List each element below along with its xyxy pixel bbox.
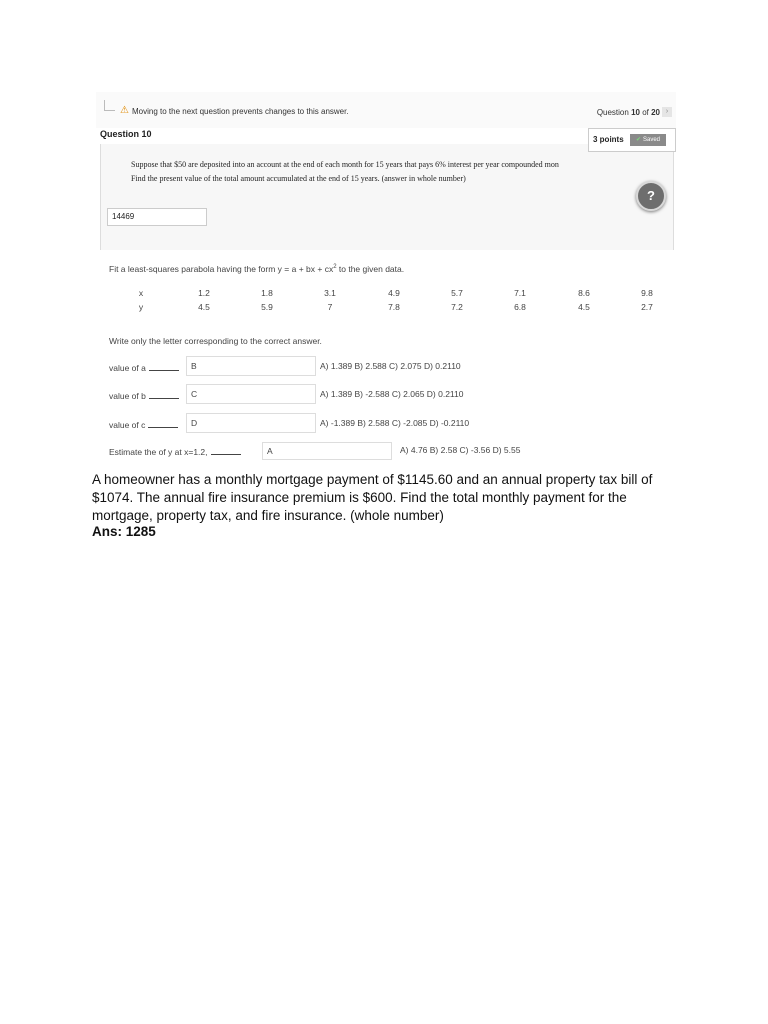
coef-a-input[interactable]: B: [186, 356, 316, 376]
y-value: 4.5: [578, 302, 590, 312]
coef-c-input[interactable]: D: [186, 413, 316, 433]
intro-superscript: 2: [333, 264, 337, 271]
question-counter: [597, 108, 660, 117]
y-value: 7.2: [451, 302, 463, 312]
coef-c-label: [109, 418, 178, 430]
points-box: [588, 128, 676, 152]
parabola-intro: [109, 264, 404, 274]
question-body: [100, 144, 674, 250]
x-label: x: [138, 288, 144, 298]
help-icon[interactable]: ?: [636, 181, 666, 211]
coef-c-choices: A) -1.389 B) 2.588 C) -2.085 D) -0.2110: [320, 418, 470, 428]
points-label: 3 points: [593, 135, 624, 144]
y-value: 6.8: [514, 302, 526, 312]
return-arrow-icon: [104, 100, 115, 111]
saved-badge: [630, 134, 666, 146]
answer-blank: [149, 389, 179, 399]
question-text-line2: Find the present value of the total amount accumulated at the end of 15 years. (answer in whole number): [131, 174, 466, 183]
y-value: 2.7: [641, 302, 653, 312]
coef-label-text: value of a: [109, 363, 146, 373]
x-value: 1.2: [198, 288, 210, 298]
check-icon: ✔: [635, 137, 641, 143]
x-value: 7.1: [514, 288, 526, 298]
coef-label-text: value of c: [109, 420, 146, 430]
coef-b-choices: A) 1.389 B) -2.588 C) 2.065 D) 0.2110: [320, 389, 464, 399]
y-value: 7: [327, 302, 333, 312]
mortgage-answer: Ans: 1285: [92, 524, 156, 539]
answer-blank: [149, 361, 179, 371]
warning-icon: ⚠: [120, 105, 129, 116]
answer-input[interactable]: 14469: [107, 208, 207, 226]
intro-text: Fit a least-squares parabola having the form y = a + bx + cx: [109, 264, 334, 274]
estimate-label-text: Estimate the of y at x=1.2,: [109, 447, 208, 457]
y-data-row: [109, 302, 669, 314]
next-question-arrow-icon[interactable]: ›: [662, 107, 672, 117]
coef-label-text: value of b: [109, 391, 146, 401]
question-title: Question 10: [100, 129, 152, 139]
question-panel: [96, 92, 676, 250]
coef-b-label: [109, 389, 179, 401]
saved-label: Saved: [643, 137, 661, 143]
counter-of: of: [639, 108, 652, 117]
x-value: 8.6: [578, 288, 590, 298]
question-text-clip: [101, 144, 639, 194]
warning-text: Moving to the next question prevents changes to this answer.: [132, 107, 349, 116]
coef-b-input[interactable]: C: [186, 384, 316, 404]
intro-text-end: to the given data.: [336, 264, 405, 274]
mortgage-question: A homeowner has a monthly mortgage payment of $1145.60 and an annual property tax bill of $1074. The annual fire insurance premium is $600. Find the total monthly payment for the mortgage, property tax, and fire insurance. (whole number): [92, 472, 653, 523]
answer-blank: [148, 418, 178, 428]
coef-a-label: [109, 361, 179, 373]
counter-total: 20: [651, 108, 660, 117]
estimate-input[interactable]: A: [262, 442, 392, 460]
estimate-label: [109, 445, 241, 457]
instruction-text: Write only the letter corresponding to the correct answer.: [109, 336, 322, 346]
counter-prefix: Question: [596, 108, 632, 117]
y-value: 7.8: [388, 302, 400, 312]
x-value: 4.9: [388, 288, 400, 298]
x-value: 3.1: [324, 288, 336, 298]
y-label: y: [138, 302, 144, 312]
coef-a-choices: A) 1.389 B) 2.588 C) 2.075 D) 0.2110: [320, 361, 461, 371]
y-value: 5.9: [261, 302, 273, 312]
x-value: 9.8: [641, 288, 653, 298]
question-nav-bar: [96, 92, 676, 128]
counter-current: 10: [631, 108, 640, 117]
x-data-row: [109, 288, 669, 300]
estimate-choices: A) 4.76 B) 2.58 C) -3.56 D) 5.55: [400, 445, 521, 455]
x-value: 1.8: [261, 288, 273, 298]
y-value: 4.5: [198, 302, 210, 312]
question-text-line1: Suppose that $50 are deposited into an account at the end of each month for 15 years that pays 6% interest per year compounded mon: [131, 160, 559, 169]
x-value: 5.7: [451, 288, 463, 298]
answer-blank: [211, 445, 241, 455]
